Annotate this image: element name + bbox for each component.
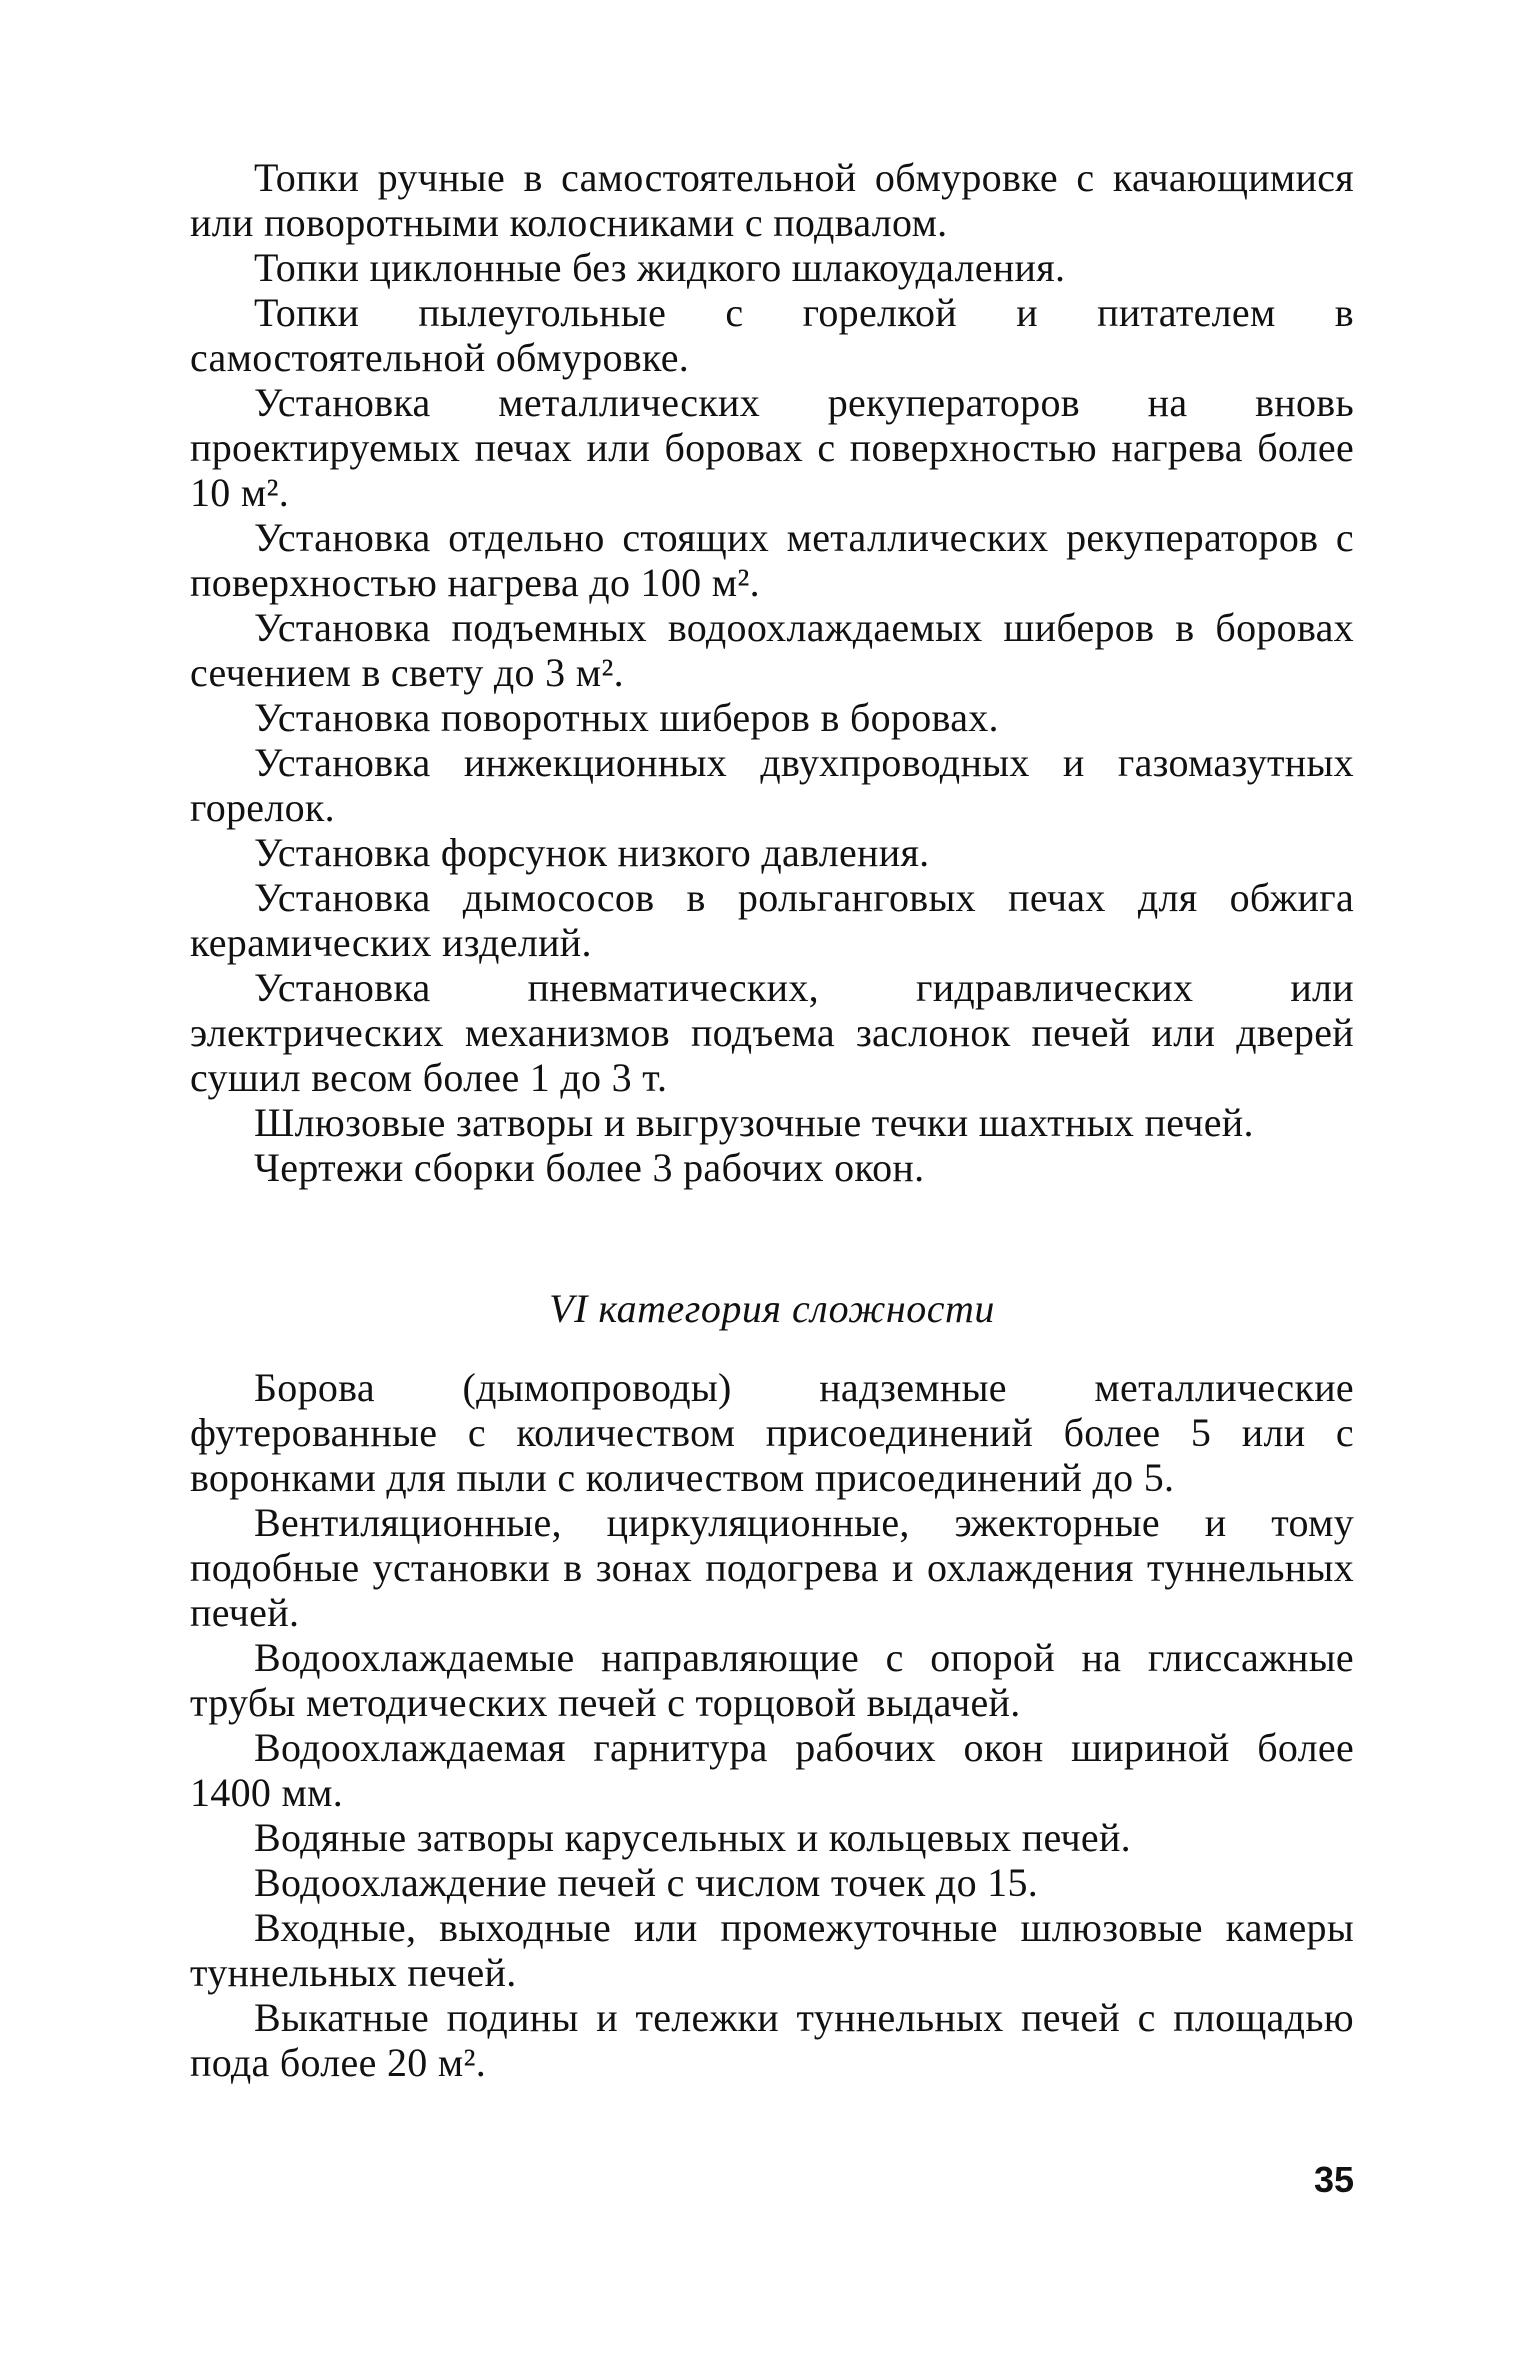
paragraph: Водяные затворы карусельных и кольцевых печей. [254,1815,1131,1860]
paragraph: Установка поворотных шиберов в боровах. [254,695,999,740]
paragraph: Топки ручные в самостоятельной обмуровке с качающимися или поворотными колосниками с подвалом. [190,155,1354,245]
paragraph: Установка металлических рекуператоров на вновь проектируемых печах или боровах с поверхностью нагрева более 10 м². [190,380,1354,515]
paragraph: Водоохлаждаемые направляющие с опорой на глиссажные трубы методических печей с торцовой выдачей. [190,1635,1354,1725]
paragraph: Топки циклонные без жидкого шлакоудаления. [254,245,1066,290]
paragraph: Установка пневматических, гидравлических или электрических механизмов подъема заслонок печей или дверей сушил весом более 1 до 3 т. [190,965,1354,1100]
paragraph: Выкатные подины и тележки туннельных печей с площадью пода более 20 м². [190,1995,1354,2085]
section-2-text [190,1365,1354,2085]
paragraph: Топки пылеугольные с горелкой и питателем в самостоятельной обмуровке. [190,290,1354,380]
section-1-text [190,155,1354,1190]
paragraph: Установка инжекционных двухпроводных и газомазутных горелок. [190,740,1354,830]
paragraph: Борова (дымопроводы) надземные металлические футерованные с количеством присоединений более 5 или с воронками для пыли с количеством присоединений до 5. [190,1365,1354,1500]
paragraph: Установка дымососов в рольганговых печах для обжига керамических изделий. [190,875,1354,965]
paragraph: Установка подъемных водоохлаждаемых шиберов в боровах сечением в свету до 3 м². [190,605,1354,695]
paragraph: Входные, выходные или промежуточные шлюзовые камеры туннельных печей. [190,1905,1354,1995]
page-number: 35 [1313,2159,1354,2200]
paragraph: Водоохлаждение печей с числом точек до 15. [254,1860,1039,1905]
paragraph: Чертежи сборки более 3 рабочих окон. [254,1145,925,1190]
paragraph: Вентиляционные, циркуляционные, эжекторные и тому подобные установки в зонах подогрева и охлаждения туннельных печей. [190,1500,1354,1635]
paragraph: Водоохлаждаемая гарнитура рабочих окон шириной более 1400 мм. [190,1725,1354,1815]
paragraph: Установка форсунок низкого давления. [254,830,930,875]
paragraph: Шлюзовые затворы и выгрузочные течки шахтных печей. [254,1100,1254,1145]
paragraph: Установка отдельно стоящих металлических рекуператоров с поверхностью нагрева до 100 м². [190,515,1354,605]
section-heading: VI категория сложности [549,1286,995,1331]
